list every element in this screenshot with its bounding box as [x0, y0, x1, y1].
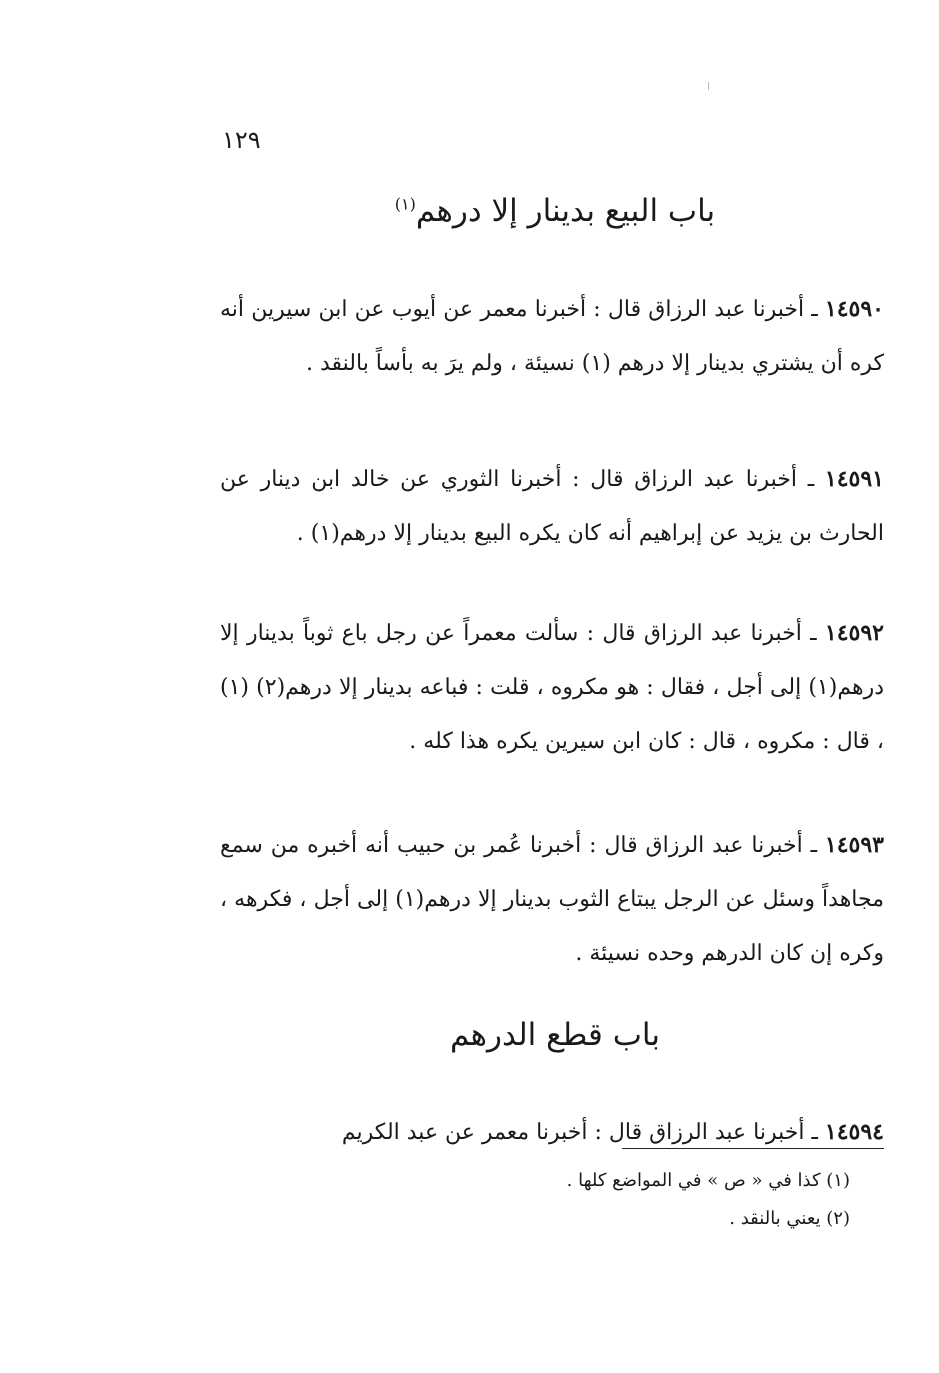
page-number: ١٢٩	[222, 126, 261, 154]
chapter-heading-text: باب قطع الدرهم	[450, 1017, 660, 1053]
hadith-number: ١٤٥٩٠	[824, 296, 884, 322]
hadith-paragraph	[220, 1105, 884, 1160]
footnotes	[380, 1162, 850, 1238]
chapter-heading-cutting-dirham	[220, 1017, 890, 1053]
footnote-divider	[622, 1148, 884, 1149]
hadith-paragraph	[220, 282, 884, 391]
hadith-number: ١٤٥٩٤	[824, 1119, 884, 1145]
chapter-heading-sale-dinar	[220, 193, 890, 229]
hadith-paragraph	[220, 452, 884, 561]
chapter-heading-footnote-ref: (١)	[394, 194, 416, 214]
hadith-number: ١٤٥٩٢	[824, 620, 884, 646]
hadith-text: ـ أخبرنا عبد الرزاق قال : سألت معمراً عن رجل باع ثوباً بدينار إلا درهم(١) إلى أجل ، فقال : هو مكروه ، قلت : فباعه بدينار إلا درهم(٢) (١) ، قال : مكروه ، قال : كان ابن سيرين يكره هذا كله .	[220, 621, 884, 754]
footnote-2: (٢) يعني بالنقد .	[729, 1208, 850, 1229]
footnote-1: (١) كذا في « ص » في المواضع كلها .	[566, 1170, 850, 1191]
hadith-text: ـ أخبرنا عبد الرزاق قال : أخبرنا معمر عن عبد الكريم	[341, 1120, 825, 1145]
hadith-text: ـ أخبرنا عبد الرزاق قال : أخبرنا عُمر بن حبيب أنه أخبره من سمع مجاهداً وسئل عن الرجل يبتاع الثوب بدينار إلا درهم(١) إلى أجل ، فكرهه ، وكره إن كان الدرهم وحده نسيئة .	[220, 833, 884, 966]
scan-speck	[708, 82, 709, 90]
hadith-paragraph	[220, 606, 884, 769]
hadith-text: ـ أخبرنا عبد الرزاق قال : أخبرنا الثوري عن خالد ابن دينار عن الحارث بن يزيد عن إبراهيم أنه كان يكره البيع بدينار إلا درهم(١) .	[220, 467, 884, 546]
chapter-heading-text: باب البيع بدينار إلا درهم	[415, 193, 716, 229]
hadith-text: ـ أخبرنا عبد الرزاق قال : أخبرنا معمر عن أيوب عن ابن سيرين أنه كره أن يشتري بدينار إلا درهم (١) نسيئة ، ولم يرَ به بأساً بالنقد .	[220, 297, 884, 376]
hadith-number: ١٤٥٩١	[824, 466, 884, 492]
hadith-number: ١٤٥٩٣	[824, 832, 884, 858]
hadith-paragraph	[220, 818, 884, 981]
